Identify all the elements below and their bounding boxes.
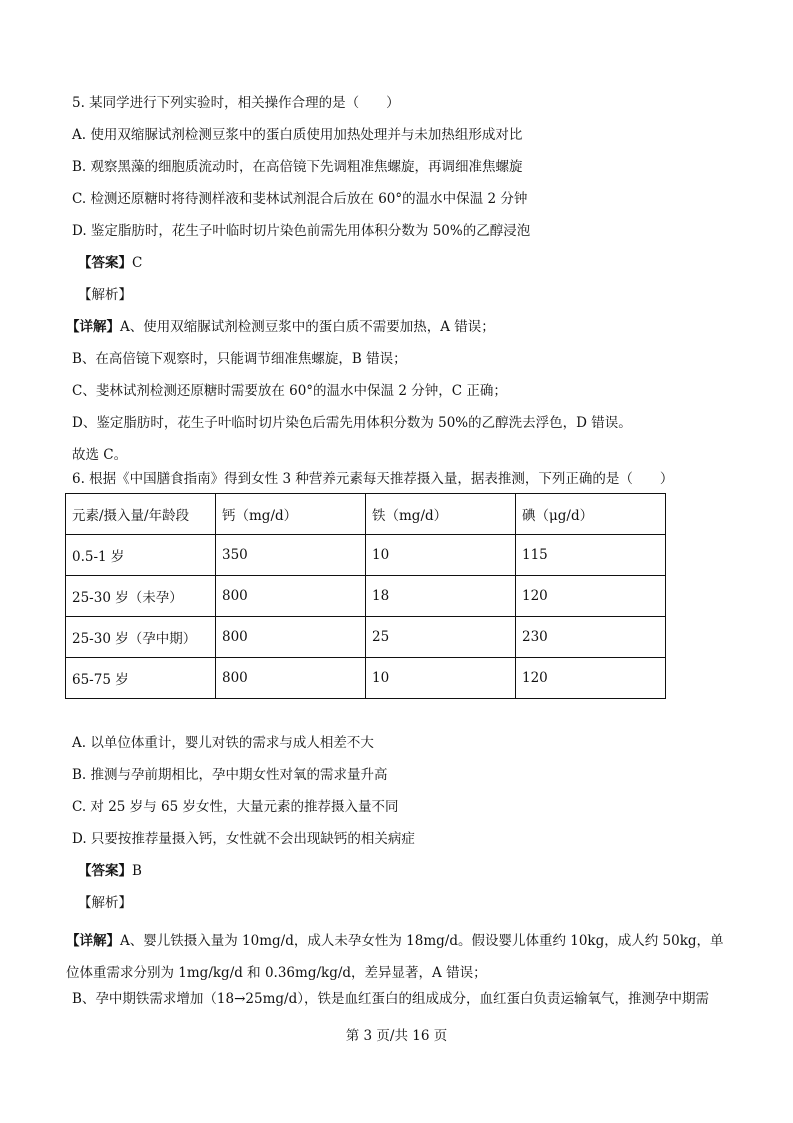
q5-detail-tag: 【详解】 — [66, 319, 120, 335]
q5-option-c: C. 检测还原糖时将待测样液和斐林试剂混合后放在 60°的温水中保温 2 分钟 — [72, 191, 528, 207]
q6-stem: 6. 根据《中国膳食指南》得到女性 3 种营养元素每天推荐摄入量，据表推测，下列正确的是（ ） — [72, 471, 674, 487]
q6-answer-value: B — [132, 863, 142, 879]
q5-analysis-tag: 【解析】 — [78, 287, 132, 303]
nutrition-table — [65, 493, 666, 699]
q5-detail-d: D、鉴定脂肪时，花生子叶临时切片染色后需先用体积分数为 50%的乙醇洗去浮色，D 错误。 — [72, 415, 632, 431]
table-cell: 0.5-1 岁 — [66, 535, 216, 576]
q5-detail-c: C、斐林试剂检测还原糖时需要放在 60°的温水中保温 2 分钟，C 正确； — [72, 383, 507, 399]
table-cell: 25-30 岁（未孕） — [66, 576, 216, 617]
table-row — [66, 617, 666, 658]
q6-detail-b: B、孕中期铁需求增加（18→25mg/d），铁是血红蛋白的组成成分，血红蛋白负责运输氧气，推测孕中期需 — [72, 991, 709, 1007]
table-cell: 230 — [516, 617, 666, 658]
table-cell: 115 — [516, 535, 666, 576]
table-cell: 25-30 岁（孕中期） — [66, 617, 216, 658]
table-cell: 350 — [216, 535, 366, 576]
q5-option-d: D. 鉴定脂肪时，花生子叶临时切片染色前需先用体积分数为 50%的乙醇浸泡 — [72, 223, 531, 239]
page-footer: 第 3 页/共 16 页 — [345, 1028, 448, 1044]
q5-option-a: A. 使用双缩脲试剂检测豆浆中的蛋白质使用加热处理并与未加热组形成对比 — [72, 127, 523, 143]
table-cell: 10 — [366, 658, 516, 699]
table-cell: 800 — [216, 617, 366, 658]
q5-detail-a-text: A、使用双缩脲试剂检测豆浆中的蛋白质不需要加热，A 错误； — [120, 319, 495, 335]
table-header-cell: 铁（mg/d） — [366, 494, 516, 535]
q6-answer-tag: 【答案】 — [78, 863, 132, 879]
table-cell: 25 — [366, 617, 516, 658]
table-header-cell: 钙（mg/d） — [216, 494, 366, 535]
table-header-row — [66, 494, 666, 535]
table-cell: 18 — [366, 576, 516, 617]
q6-detail-tag: 【详解】 — [66, 933, 120, 949]
q6-detail-a-text: A、婴儿铁摄入量为 10mg/d，成人未孕女性为 18mg/d。假设婴儿体重约 10kg，成人约 50kg，单位体重需求分别为 1mg/kg/d 和 0.36mg/kg/d，差异显著，A 错误； — [66, 933, 724, 981]
table-row — [66, 576, 666, 617]
table-row — [66, 658, 666, 699]
table-header-cell: 元素/摄入量/年龄段 — [66, 494, 216, 535]
q6-option-a: A. 以单位体重计，婴儿对铁的需求与成人相差不大 — [72, 735, 374, 751]
table-cell: 65-75 岁 — [66, 658, 216, 699]
table-cell: 800 — [216, 576, 366, 617]
table-row — [66, 535, 666, 576]
q5-detail-b: B、在高倍镜下观察时，只能调节细准焦螺旋，B 错误； — [72, 351, 407, 367]
q5-conclusion: 故选 C。 — [72, 447, 128, 463]
q5-answer-tag: 【答案】 — [78, 255, 132, 271]
q6-detail-a — [66, 925, 726, 989]
q6-answer — [78, 861, 142, 881]
q5-answer — [78, 253, 142, 273]
q5-answer-value: C — [132, 255, 143, 271]
q6-analysis-tag: 【解析】 — [78, 895, 132, 911]
q5-option-b: B. 观察黑藻的细胞质流动时，在高倍镜下先调粗准焦螺旋，再调细准焦螺旋 — [72, 159, 523, 175]
q6-option-b: B. 推测与孕前期相比，孕中期女性对氧的需求量升高 — [72, 767, 388, 783]
table-cell: 120 — [516, 576, 666, 617]
table-cell: 10 — [366, 535, 516, 576]
table-cell: 800 — [216, 658, 366, 699]
table-cell: 120 — [516, 658, 666, 699]
q6-option-d: D. 只要按推荐量摄入钙，女性就不会出现缺钙的相关病症 — [72, 831, 415, 847]
table-header-cell: 碘（μg/d） — [516, 494, 666, 535]
q5-stem: 5. 某同学进行下列实验时，相关操作合理的是（ ） — [72, 95, 400, 111]
q5-detail-a — [66, 317, 495, 337]
q6-option-c: C. 对 25 岁与 65 岁女性，大量元素的推荐摄入量不同 — [72, 799, 399, 815]
